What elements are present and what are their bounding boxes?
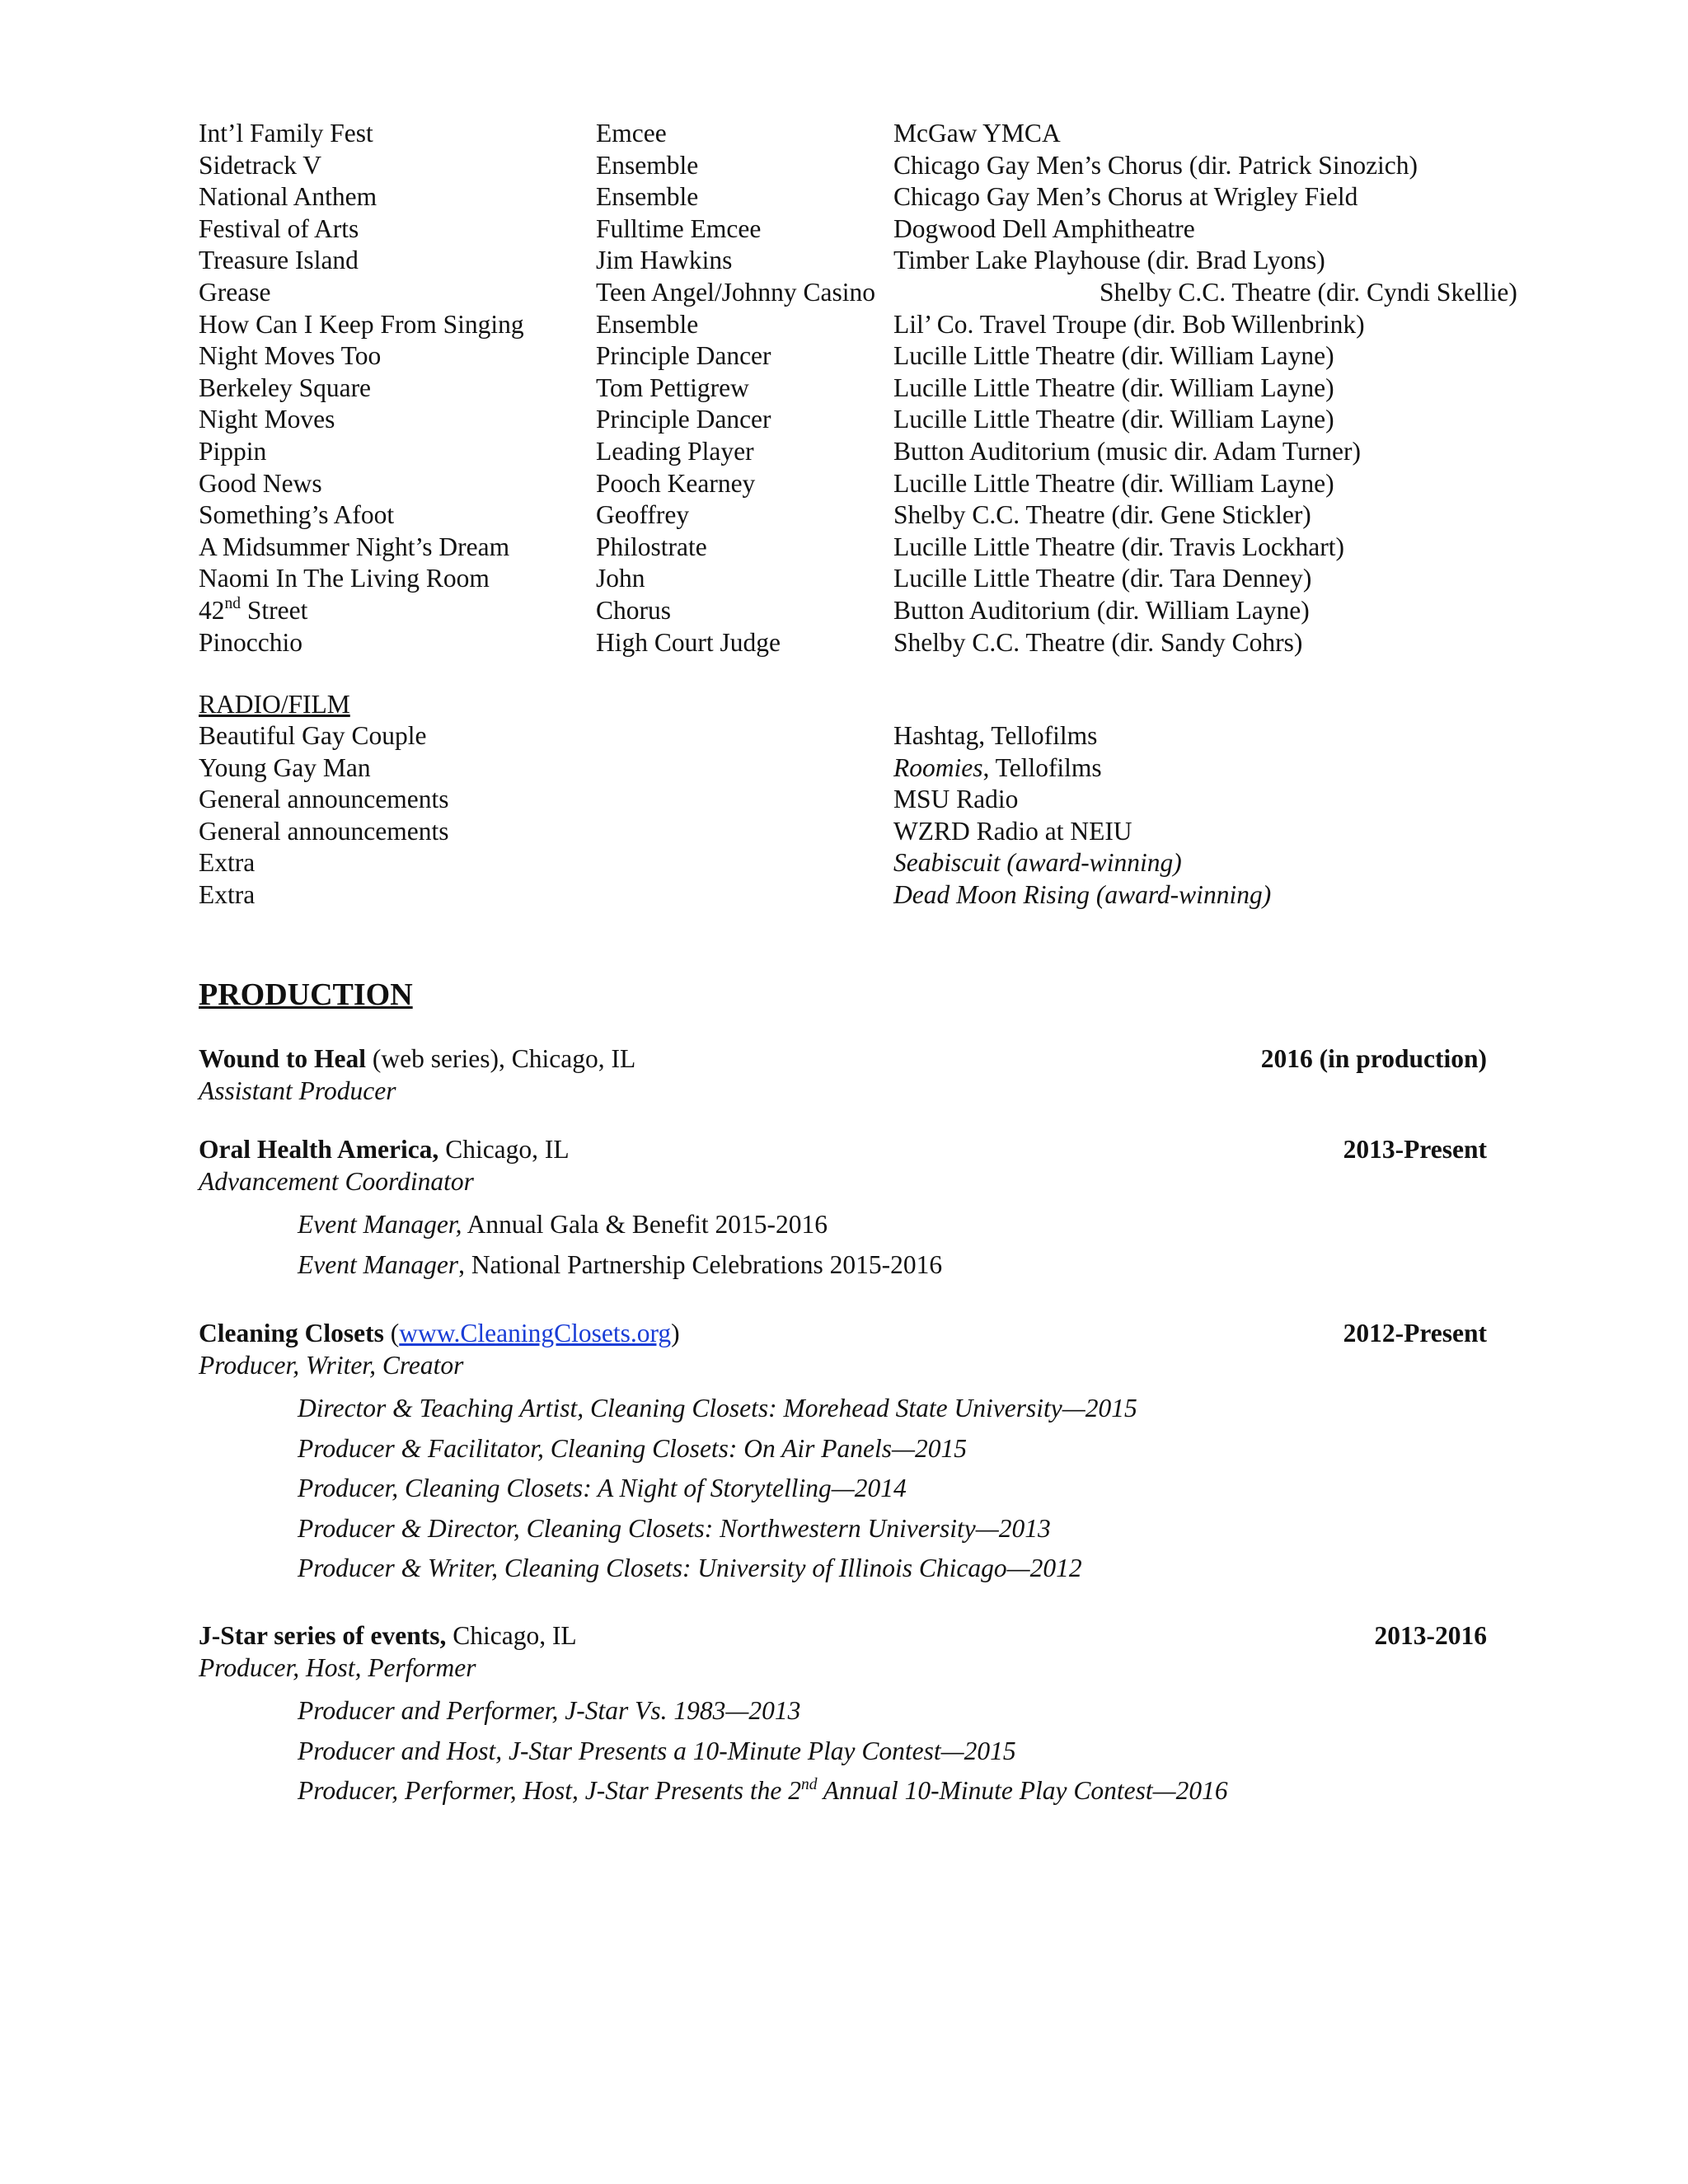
role-name: Principle Dancer xyxy=(596,405,771,434)
role-name: Ensemble xyxy=(596,182,699,212)
show-title: 42nd Street xyxy=(199,595,308,625)
credit-row xyxy=(199,373,1501,405)
venue: Shelby C.C. Theatre (dir. Gene Stickler) xyxy=(893,500,1311,530)
credit-row xyxy=(199,340,1501,373)
theatre-credits xyxy=(199,118,1517,658)
venue: Timber Lake Playhouse (dir. Brad Lyons) xyxy=(893,246,1325,275)
sub-item: Producer and Host, J-Star Presents a 10-Minute Play Contest—2015 xyxy=(298,1736,1016,1765)
show-title: Festival of Arts xyxy=(199,213,359,243)
show-title: Naomi In The Living Room xyxy=(199,564,490,593)
credit-row xyxy=(199,277,1517,309)
production-title: MSU Radio xyxy=(893,785,1019,814)
role-name: Leading Player xyxy=(596,436,754,466)
sub-item: Producer & Director, Cleaning Closets: Northwestern University—2013 xyxy=(298,1513,1051,1543)
credit-row xyxy=(199,816,1501,848)
credit-row xyxy=(199,627,1501,659)
role-name: Emcee xyxy=(596,119,667,148)
venue: Shelby C.C. Theatre (dir. Sandy Cohrs) xyxy=(893,627,1303,657)
entry-dates: 2012-Present xyxy=(1343,1319,1487,1347)
show-title: Something’s Afoot xyxy=(199,500,395,530)
show-title: Sidetrack V xyxy=(199,150,322,180)
venue: Lucille Little Theatre (dir. William Layne) xyxy=(893,405,1334,434)
venue: Button Auditorium (music dir. Adam Turner) xyxy=(893,436,1362,466)
entry-dates: 2013-2016 xyxy=(1374,1621,1487,1650)
production-entry xyxy=(199,1134,1487,1289)
credit-row xyxy=(199,784,1501,816)
show-title: Pippin xyxy=(199,436,267,466)
credit-row xyxy=(199,436,1501,468)
production-title: Roomies, Tellofilms xyxy=(893,752,1102,782)
entry-name: Wound to Heal xyxy=(199,1044,367,1073)
credit-row xyxy=(199,847,1501,879)
role-name: Extra xyxy=(199,848,256,878)
sub-item: Event Manager, National Partnership Celebrations 2015-2016 xyxy=(298,1249,943,1279)
role-name: Ensemble xyxy=(596,309,699,339)
role-name: Teen Angel/Johnny Casino xyxy=(596,277,876,307)
production-heading: PRODUCTION xyxy=(199,977,413,1012)
radio-film-credits xyxy=(199,720,1501,912)
venue: McGaw YMCA xyxy=(893,119,1061,148)
credit-row xyxy=(199,150,1501,182)
role-name: High Court Judge xyxy=(596,627,781,657)
sub-item: Producer, Cleaning Closets: A Night of Storytelling—2014 xyxy=(298,1474,907,1503)
production-title: Hashtag, Tellofilms xyxy=(893,721,1098,750)
role-name: Young Gay Man xyxy=(199,752,371,782)
entry-header xyxy=(199,1620,1487,1652)
entry-dates: 2013-Present xyxy=(1343,1135,1487,1164)
credit-row xyxy=(199,752,1501,785)
sub-item: Director & Teaching Artist, Cleaning Closets: Morehead State University—2015 xyxy=(298,1394,1137,1423)
role-name: Fulltime Emcee xyxy=(596,213,762,243)
entry-detail: (web series), Chicago, IL xyxy=(366,1044,636,1073)
entry-sublist xyxy=(298,1209,1487,1289)
show-title: Night Moves xyxy=(199,405,335,434)
show-title: Pinocchio xyxy=(199,627,302,657)
credit-row xyxy=(199,720,1501,752)
sub-item: Producer & Writer, Cleaning Closets: University of Illinois Chicago—2012 xyxy=(298,1554,1082,1583)
production-title: Dead Moon Rising (award-winning) xyxy=(893,879,1272,909)
production-entry xyxy=(199,1318,1487,1593)
production-entry xyxy=(199,1043,1487,1107)
role-name: Principle Dancer xyxy=(596,341,771,371)
venue: Lucille Little Theatre (dir. William Layne) xyxy=(893,341,1334,371)
sub-item: Producer & Facilitator, Cleaning Closets: On Air Panels—2015 xyxy=(298,1433,967,1463)
credit-row xyxy=(199,499,1501,532)
show-title: Grease xyxy=(199,277,271,307)
entry-detail: Chicago, IL xyxy=(438,1135,570,1164)
show-title: National Anthem xyxy=(199,182,377,212)
entry-position: Producer, Writer, Creator xyxy=(199,1350,464,1380)
credit-row xyxy=(199,404,1501,436)
show-title: Int’l Family Fest xyxy=(199,119,373,148)
show-title: Treasure Island xyxy=(199,246,359,275)
credit-row xyxy=(199,213,1501,246)
entry-header xyxy=(199,1043,1487,1076)
show-title: Berkeley Square xyxy=(199,373,372,402)
show-title: Night Moves Too xyxy=(199,341,382,371)
show-title: How Can I Keep From Singing xyxy=(199,309,524,339)
credit-row xyxy=(199,595,1501,627)
website-link[interactable]: www.CleaningClosets.org xyxy=(399,1319,672,1347)
production-title: WZRD Radio at NEIU xyxy=(893,816,1132,846)
radio-film-heading: RADIO/FILM xyxy=(199,690,350,719)
entry-dates: 2016 (in production) xyxy=(1260,1044,1487,1073)
entry-header: Cleaning Closets (www.CleaningClosets.org) 2012-Present xyxy=(199,1318,1487,1350)
venue: Shelby C.C. Theatre (dir. Cyndi Skellie) xyxy=(1100,277,1517,307)
entry-sublist xyxy=(298,1393,1487,1593)
role-name: General announcements xyxy=(199,785,449,814)
show-title: A Midsummer Night’s Dream xyxy=(199,532,510,561)
show-title: Good News xyxy=(199,468,322,498)
entry-sublist xyxy=(298,1695,1487,1816)
venue: Lucille Little Theatre (dir. William Layne) xyxy=(893,468,1334,498)
sub-item: Event Manager, Annual Gala & Benefit 2015-2016 xyxy=(298,1210,828,1240)
role-name: Tom Pettigrew xyxy=(596,373,749,402)
role-name: Pooch Kearney xyxy=(596,468,756,498)
venue: Lil’ Co. Travel Troupe (dir. Bob Willenbrink) xyxy=(893,309,1365,339)
venue: Lucille Little Theatre (dir. Tara Denney) xyxy=(893,564,1312,593)
credit-row xyxy=(199,118,1501,150)
entry-detail: Chicago, IL xyxy=(446,1621,577,1650)
production-title: Seabiscuit (award-winning) xyxy=(893,848,1182,878)
venue: Button Auditorium (dir. William Layne) xyxy=(893,595,1310,625)
role-name: General announcements xyxy=(199,816,449,846)
credit-row xyxy=(199,245,1501,277)
role-name: John xyxy=(596,564,645,593)
venue: Dogwood Dell Amphitheatre xyxy=(893,213,1195,243)
role-name: Extra xyxy=(199,879,256,909)
production-entry xyxy=(199,1620,1487,1816)
role-name: Chorus xyxy=(596,595,672,625)
entry-name: J-Star series of events, xyxy=(199,1621,447,1650)
entry-position: Advancement Coordinator xyxy=(199,1166,474,1196)
role-name: Philostrate xyxy=(596,532,707,561)
entry-name: Oral Health America, xyxy=(199,1135,439,1164)
entry-position: Producer, Host, Performer xyxy=(199,1652,476,1682)
role-name: Beautiful Gay Couple xyxy=(199,721,427,750)
role-name: Geoffrey xyxy=(596,500,690,530)
credit-row xyxy=(199,532,1501,564)
sub-item: Producer, Performer, Host, J-Star Presents the 2nd Annual 10-Minute Play Contest—2016 xyxy=(298,1775,1228,1806)
credit-row xyxy=(199,309,1501,341)
venue: Lucille Little Theatre (dir. William Layne) xyxy=(893,373,1334,402)
role-name: Ensemble xyxy=(596,150,699,180)
venue: Chicago Gay Men’s Chorus at Wrigley Field xyxy=(893,182,1358,212)
credit-row xyxy=(199,181,1501,213)
entry-header xyxy=(199,1134,1487,1166)
venue: Lucille Little Theatre (dir. Travis Lockhart) xyxy=(893,532,1345,561)
venue: Chicago Gay Men’s Chorus (dir. Patrick Sinozich) xyxy=(893,150,1418,180)
entry-position: Assistant Producer xyxy=(199,1076,396,1105)
credit-row xyxy=(199,879,1501,912)
entry-name: Cleaning Closets xyxy=(199,1319,384,1347)
sub-item: Producer and Performer, J-Star Vs. 1983—2013 xyxy=(298,1696,801,1726)
credit-row xyxy=(199,563,1501,595)
role-name: Jim Hawkins xyxy=(596,246,733,275)
credit-row xyxy=(199,468,1501,500)
